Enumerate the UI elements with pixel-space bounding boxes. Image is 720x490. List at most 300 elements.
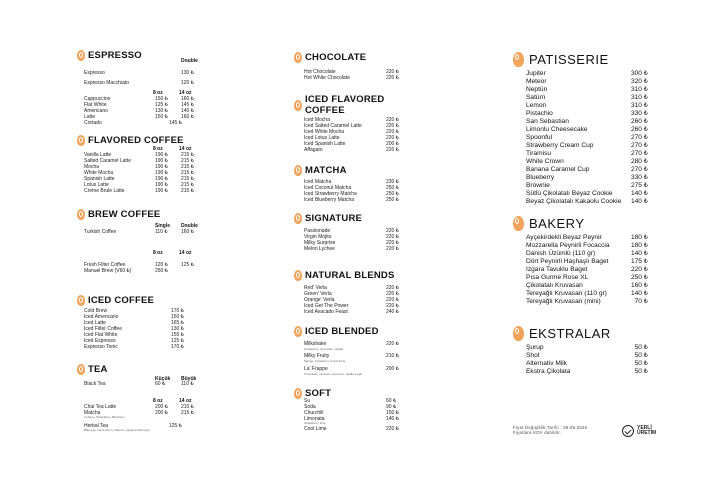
item-price-small: 120 ₺ [155, 262, 168, 268]
menu-item [84, 268, 204, 274]
menu-item [526, 274, 648, 282]
item-note: Chocolate, caramel, espresso, vanilla sugar [304, 372, 363, 376]
section-icedflav [294, 94, 424, 158]
section-header [513, 214, 648, 232]
section-espresso [77, 48, 197, 138]
section-header [294, 268, 424, 282]
item-price: 175 ₺ [630, 258, 648, 265]
item-name: Beyaz Çikolatalı Kakaolu Cookie [526, 198, 622, 205]
section-header [77, 48, 197, 62]
item-name: Cool Lime [304, 426, 327, 432]
item-name: Iced Americano [84, 314, 119, 320]
item-name: Brownie [526, 182, 550, 189]
section-title: MATCHA [305, 164, 347, 176]
item-name: Latte [84, 114, 96, 120]
item-price: 50 ₺ [634, 360, 648, 367]
item-name: Espresso Tonic [84, 344, 118, 350]
cup-logo-icon [513, 326, 524, 341]
item-name: Milky Fruity [304, 353, 330, 359]
menu-item [526, 198, 648, 206]
section-title: SIGNATURE [305, 212, 363, 224]
item-name: Banana Caramel Cup [526, 166, 590, 173]
cup-logo-icon [77, 50, 85, 61]
item-price: 300 ₺ [630, 70, 648, 77]
item-name: Manuel Brew (V60 ₺) [84, 268, 132, 274]
size-header: Single [155, 223, 171, 229]
menu-item [304, 197, 414, 203]
size-header: 14 oz [179, 146, 192, 152]
item-price: 220 ₺ [386, 69, 399, 75]
item-price-small: 190 ₺ [155, 158, 168, 164]
item-price: 210 ₺ [386, 353, 399, 359]
item-name: Red' Verla [304, 285, 327, 291]
menu-item [526, 182, 648, 190]
item-price: 150 ₺ [171, 314, 184, 320]
item-price-large: 215 ₺ [181, 410, 194, 416]
item-price: 150 ₺ [386, 410, 399, 416]
item-price: 220 ₺ [386, 303, 399, 309]
item-name: Jupiter [526, 70, 546, 77]
item-price-small: 130 ₺ [155, 108, 168, 114]
item-price: 50 ₺ [634, 352, 648, 359]
item-price: 320 ₺ [630, 78, 648, 85]
item-name: White Mocha [84, 170, 114, 176]
item-price-large: 215 ₺ [181, 182, 194, 188]
menu-item [526, 234, 648, 242]
item-name: Iced Blueberry Matcha [304, 197, 355, 203]
item-note: Bitki çayı (nane limon, ıhlamur, papatya bitki çayı) [84, 428, 150, 432]
item-name: Iced Matcha [304, 179, 332, 185]
cup-logo-icon [294, 270, 302, 281]
menu-item [304, 147, 414, 153]
item-name: Turkish Coffee [84, 229, 117, 235]
item-price-small: 110 ₺ [155, 229, 168, 235]
item-price: 310 ₺ [630, 94, 648, 101]
item-name: Iced Salted Caramel Latte [304, 123, 362, 129]
item-price-small: 60 ₺ [155, 381, 166, 387]
menu-item [526, 118, 648, 126]
item-name: Milkshake [304, 341, 327, 347]
item-price-small: 190 ₺ [155, 152, 168, 158]
item-name: Milky Surprise [304, 240, 336, 246]
cup-logo-icon [294, 326, 302, 337]
menu-item [526, 266, 648, 274]
menu-item [304, 426, 414, 432]
item-price: 155 ₺ [171, 332, 184, 338]
item-price: 170 ₺ [171, 344, 184, 350]
size-header: 8 oz [153, 250, 163, 256]
item-price: 280 ₺ [630, 158, 648, 165]
section-title: EKSTRALAR [529, 325, 611, 341]
menu-item [526, 258, 648, 266]
item-price-small: 150 ₺ [155, 114, 168, 120]
check-seal-icon [622, 425, 634, 437]
item-price-small: 200 ₺ [155, 404, 168, 410]
item-price: 170 ₺ [171, 308, 184, 314]
item-name: Churchill [304, 410, 324, 416]
item-note: Mango, strawberry, forest fruits [304, 359, 346, 363]
size-header: Küçük [155, 376, 171, 382]
item-name: Iced Coconut Matcha [304, 185, 352, 191]
item-name: Limonlu Cheesecake [526, 126, 588, 133]
cup-logo-icon [513, 52, 524, 67]
item-name: Tereyağlı Kruvasan (mini) [526, 298, 601, 305]
size-header: Double [181, 58, 198, 64]
item-name: Çikolatalı Kruvasan [526, 282, 583, 289]
item-price: 220 ₺ [386, 135, 399, 141]
item-price: 220 ₺ [386, 426, 399, 432]
menu-item [526, 242, 648, 250]
section-title: CHOCOLATE [305, 51, 367, 63]
menu-item [526, 282, 648, 290]
item-name: Herbal Tea [84, 423, 109, 429]
item-name: Green' Verla [304, 291, 332, 297]
item-name: Satürn [526, 94, 546, 101]
item-name: Iced Spanish Latte [304, 141, 346, 147]
item-name: Ayçekirdekli Beyaz Peynir [526, 234, 602, 241]
section-header [77, 207, 197, 221]
item-name: Salted Caramel Latte [84, 158, 131, 164]
item-name: Orange' Verla [304, 297, 335, 303]
item-name: Limonata [304, 416, 325, 422]
section-ekstralar [513, 324, 648, 376]
item-price-small: 150 ₺ [155, 96, 168, 102]
price-change-date: Fiyat Değişiklik Tarihi : 06.09.2025 [513, 425, 588, 430]
item-name: Tiramisu [526, 150, 552, 157]
item-name: Iced Mocha [304, 117, 330, 123]
item-name: Iced Latte [84, 320, 106, 326]
menu-item [526, 70, 648, 78]
item-name: Pısa Gurme Rose XL [526, 274, 589, 281]
item-name: Sütlü Çikolatalı Beyaz Cookie [526, 190, 613, 197]
item-name: Matcha [84, 410, 101, 416]
item-price: 220 ₺ [386, 240, 399, 246]
item-price-large: 110 ₺ [181, 381, 194, 387]
item-name: Affagato [304, 147, 323, 153]
item-price-small: 250 ₺ [155, 268, 168, 274]
item-name: Ekstra Çikolata [526, 368, 571, 375]
item-price-large: 160 ₺ [181, 114, 194, 120]
local-production-badge [622, 425, 656, 437]
item-price: 220 ₺ [386, 129, 399, 135]
item-price: 140 ₺ [630, 250, 648, 257]
section-title: BAKERY [529, 215, 585, 231]
item-price: 160 ₺ [630, 282, 648, 289]
item-price: 60 ₺ [386, 398, 397, 404]
item-price: 180 ₺ [630, 242, 648, 249]
item-price-small: 200 ₺ [155, 410, 168, 416]
item-price: 220 ₺ [386, 341, 399, 347]
section-natural [294, 268, 424, 328]
size-header: 8 oz [153, 146, 163, 152]
item-name: Mozzarella Peynirli Focaccia [526, 242, 610, 249]
item-price: 275 ₺ [630, 182, 648, 189]
item-name: Blueberry [526, 174, 555, 181]
section-title: SOFT [305, 387, 332, 399]
size-header: Büyük [181, 376, 197, 382]
section-title: PATISSERIE [529, 51, 609, 67]
menu-item [526, 102, 648, 110]
size-header: Double [181, 223, 198, 229]
item-name: Melon Lychee [304, 246, 335, 252]
item-name: Cold Brew [84, 308, 108, 314]
item-price: 220 ₺ [386, 147, 399, 153]
item-name: Iced Flat White [84, 332, 118, 338]
item-name: Hot White Chocolate [304, 75, 350, 81]
section-title: NATURAL BLENDS [305, 269, 395, 281]
item-name: Shot [526, 352, 540, 359]
section-header [294, 163, 424, 177]
item-price: 260 ₺ [630, 126, 648, 133]
item-name: Su [304, 398, 311, 404]
item-name: Iced Espresso [84, 338, 116, 344]
item-name: La' Frappe [304, 366, 328, 372]
item-name: Alternativ Milk [526, 360, 568, 367]
item-price: 220 ₺ [386, 117, 399, 123]
menu-item [526, 86, 648, 94]
item-price: 270 ₺ [630, 134, 648, 141]
item-name: Spanish Latte [84, 176, 115, 182]
section-title: TEA [88, 363, 108, 375]
item-price: 165 ₺ [171, 320, 184, 326]
item-price: 125 ₺ [169, 423, 182, 429]
item-price: 220 ₺ [386, 285, 399, 291]
menu-item [84, 229, 204, 235]
item-price-large: 210 ₺ [181, 404, 194, 410]
menu-item [526, 368, 648, 376]
section-header [294, 324, 424, 338]
item-price-large: 215 ₺ [181, 158, 194, 164]
price-footer [513, 425, 587, 435]
item-price: 240 ₺ [386, 309, 399, 315]
item-price: 130 ₺ [171, 326, 184, 332]
item-name: Mocha [84, 164, 100, 170]
section-header [294, 211, 424, 225]
item-price: 330 ₺ [630, 174, 648, 181]
item-price: 330 ₺ [630, 110, 648, 117]
item-price: 140 ₺ [630, 198, 648, 205]
item-price: 70 ₺ [634, 298, 648, 305]
cup-logo-icon [294, 213, 302, 224]
item-name: Iced Filter Coffee [84, 326, 122, 332]
cup-logo-icon [294, 100, 302, 111]
item-name: Iced Avacado Feast [304, 309, 348, 315]
size-header: 14 oz [179, 398, 192, 404]
menu-item [526, 174, 648, 182]
item-note: Cubano, Strawberry, Blueberry [84, 415, 125, 419]
item-name: Meteor [526, 78, 547, 85]
item-price-large: 120 ₺ [181, 80, 194, 86]
size-header: 14 oz [179, 90, 192, 96]
section-title: ICED BLENDED [305, 325, 379, 337]
item-price-small: 190 ₺ [155, 176, 168, 182]
item-name: Espresso [84, 70, 105, 76]
size-header: 14 oz [179, 250, 192, 256]
item-price: 200 ₺ [386, 366, 399, 372]
item-name: Strawberry Cream Cup [526, 142, 594, 149]
menu-item [84, 80, 204, 86]
item-price-large: 125 ₺ [181, 262, 194, 268]
item-price: 220 ₺ [630, 266, 648, 273]
cup-logo-icon [294, 52, 302, 63]
item-price: 220 ₺ [386, 228, 399, 234]
item-price: 220 ₺ [386, 234, 399, 240]
item-price: 220 ₺ [386, 246, 399, 252]
item-price: 260 ₺ [630, 118, 648, 125]
item-name: Cappuccino [84, 96, 111, 102]
item-price: 180 ₺ [630, 234, 648, 241]
menu-item [526, 352, 648, 360]
cup-logo-icon [77, 209, 85, 220]
size-header: 8 oz [153, 398, 163, 404]
section-title: FLAVORED COFFEE [88, 134, 184, 146]
item-name: Neptün [526, 86, 548, 93]
menu-item [526, 250, 648, 258]
item-price: 250 ₺ [386, 191, 399, 197]
item-name: Pistachio [526, 110, 553, 117]
item-name: Passionade [304, 228, 331, 234]
section-header [77, 293, 197, 307]
section-header [77, 362, 197, 376]
item-name: Espresso Macchiato [84, 80, 130, 86]
item-price-large: 145 ₺ [181, 102, 194, 108]
cup-logo-icon [77, 295, 85, 306]
item-price: 145 ₺ [169, 120, 182, 126]
item-name: Spoonful [526, 134, 553, 141]
item-name: Şurup [526, 344, 544, 351]
section-patisserie [513, 50, 648, 206]
menu-item [84, 344, 204, 350]
menu-item [526, 142, 648, 150]
menu-item [526, 166, 648, 174]
item-price: 140 ₺ [386, 416, 399, 422]
item-name: San Sebastian [526, 118, 569, 125]
menu-item [526, 360, 648, 368]
item-name: Hot Chocolate [304, 69, 336, 75]
menu-item [526, 94, 648, 102]
item-name: Izgara Tavuklu Baget [526, 266, 588, 273]
item-name: Cortado [84, 120, 102, 126]
item-price: 220 ₺ [386, 291, 399, 297]
item-note: Strawberry, lime [304, 421, 326, 425]
section-signature [294, 211, 424, 271]
section-header [294, 94, 424, 116]
item-name: Lemon [526, 102, 547, 109]
item-price: 220 ₺ [386, 123, 399, 129]
item-name: White Crown [526, 158, 564, 165]
item-name: Americano [84, 108, 108, 114]
section-header [513, 50, 648, 68]
item-name: Vanilla Latte [84, 152, 112, 158]
item-price: 200 ₺ [386, 141, 399, 147]
menu-item [526, 110, 648, 118]
item-name: Dört Peynirli Haşhaşlı Baget [526, 258, 609, 265]
item-price: 140 ₺ [630, 290, 648, 297]
section-tea [77, 362, 197, 452]
item-price: 270 ₺ [630, 150, 648, 157]
menu-item [84, 188, 204, 194]
cup-logo-icon [294, 165, 302, 176]
menu-item [526, 78, 648, 86]
section-header [513, 324, 648, 342]
menu-item [526, 344, 648, 352]
item-price: 90 ₺ [386, 404, 397, 410]
section-title: ESPRESSO [88, 49, 142, 61]
item-name: Virgin Mojito [304, 234, 332, 240]
item-price: 310 ₺ [630, 102, 648, 109]
menu-item [304, 309, 414, 315]
menu-item [304, 246, 414, 252]
menu-item [526, 150, 648, 158]
item-name: Lotus Latte [84, 182, 109, 188]
item-price-large: 215 ₺ [181, 170, 194, 176]
item-price-large: 215 ₺ [181, 188, 194, 194]
vat-note: Fiyatlara KDV dahildir. [513, 430, 562, 435]
item-price-large: 215 ₺ [181, 164, 194, 170]
item-price: 50 ₺ [634, 344, 648, 351]
item-price: 270 ₺ [630, 166, 648, 173]
menu-item [526, 158, 648, 166]
menu-item [526, 298, 648, 306]
item-name: Iced Get The Power [304, 303, 349, 309]
item-price-small: 190 ₺ [155, 182, 168, 188]
item-name: Fresh Filter Coffee [84, 262, 126, 268]
item-name: Iced White Mocha [304, 129, 345, 135]
item-price-small: 125 ₺ [155, 102, 168, 108]
cup-logo-icon [77, 135, 85, 146]
badge-line-2: ÜRETİM [637, 430, 657, 436]
menu-item [526, 126, 648, 134]
menu-item [304, 75, 414, 81]
item-price: 125 ₺ [171, 338, 184, 344]
item-name: Creme Brule Latte [84, 188, 125, 194]
item-price: 230 ₺ [386, 179, 399, 185]
menu-item [84, 70, 204, 76]
item-price: 270 ₺ [630, 142, 648, 149]
item-name: Tereyağlı Kruvasan (110 gr) [526, 290, 607, 297]
item-price: 220 ₺ [386, 297, 399, 303]
item-price-large: 160 ₺ [181, 229, 194, 235]
menu-item [84, 381, 204, 387]
item-name: Iced Strawberry Matcha [304, 191, 357, 197]
badge-line-1: YERLİ [637, 425, 652, 431]
section-bakery [513, 214, 648, 306]
item-price-large: 140 ₺ [181, 108, 194, 114]
section-header [294, 50, 424, 64]
item-price: 310 ₺ [630, 86, 648, 93]
item-price: 140 ₺ [630, 190, 648, 197]
item-name: Chai Tea Latte [84, 404, 117, 410]
section-title: ICED COFFEE [88, 294, 155, 306]
item-price-small: 190 ₺ [155, 188, 168, 194]
item-name: Black Tea [84, 381, 106, 387]
item-price: 250 ₺ [386, 197, 399, 203]
size-header: 8 oz [153, 90, 163, 96]
item-price: 50 ₺ [634, 368, 648, 375]
item-price: 250 ₺ [630, 274, 648, 281]
section-blended [294, 324, 424, 384]
item-name: Danish Üzümlü (110 gr) [526, 250, 596, 257]
section-soft [294, 386, 424, 446]
item-name: Soda [304, 404, 316, 410]
menu-item [84, 120, 204, 126]
section-header [77, 133, 197, 147]
item-note: Strawberry, chocolate, vanilla [304, 347, 343, 351]
item-price-large: 215 ₺ [181, 152, 194, 158]
cup-logo-icon [513, 216, 524, 231]
item-price: 250 ₺ [386, 185, 399, 191]
section-title: BREW COFFEE [88, 208, 161, 220]
